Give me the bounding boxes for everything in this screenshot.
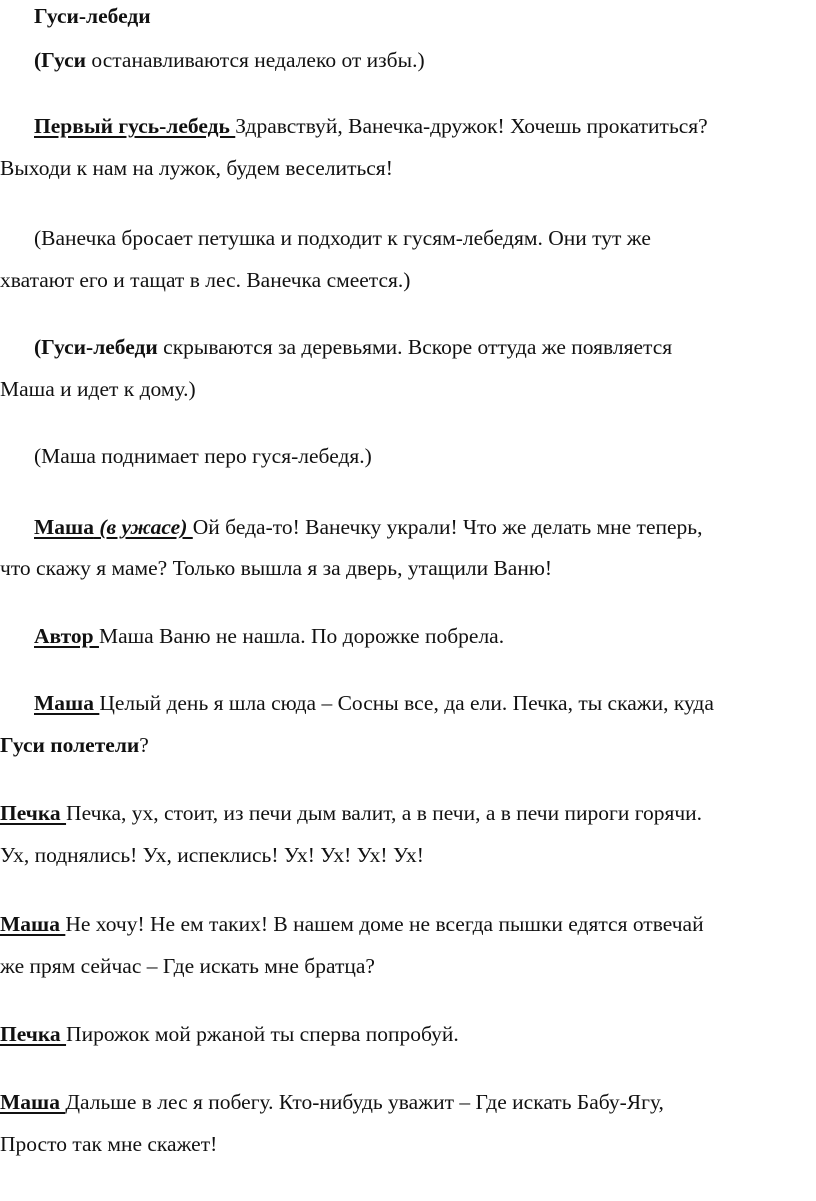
dialogue-line [34, 693, 714, 715]
dialogue-bold-text: Гуси полетели [0, 733, 140, 757]
speaker-remark: (в ужасе) [93, 515, 193, 539]
dialogue-text: Целый день я шла сюда – Сосны все, да ели. Печка, ты скажи, куда [99, 691, 714, 715]
speaker-label: Автор [34, 624, 99, 648]
speaker-label: Маша [0, 912, 66, 936]
speaker-label: Печка [0, 801, 67, 825]
dialogue-text: Выходи к нам на лужок, будем веселиться! [0, 156, 393, 180]
speaker-label: Маша [34, 515, 94, 539]
stage-direction-text: (Ванечка бросает петушка и подходит к гусям-лебедям. Они тут же [34, 226, 651, 250]
dialogue-text [0, 735, 149, 757]
speaker-label: Маша [0, 1090, 66, 1114]
dialogue-line [34, 626, 504, 648]
dialogue-text: Печка, ух, стоит, из печи дым валит, а в печи, а в печи пироги горячи. [66, 801, 703, 825]
document-title: Гуси-лебеди [34, 4, 151, 28]
dialogue-text: Здравствуй, Ванечка-дружок! Хочешь прокатиться? [235, 114, 708, 138]
dialogue-line [0, 1024, 459, 1046]
dialogue-text: Дальше в лес я побегу. Кто-нибудь уважит – Где искать Бабу-Ягу, [65, 1090, 664, 1114]
dialogue-text-end: ? [139, 733, 149, 757]
speaker-label: Первый гусь-лебедь [34, 114, 236, 138]
dialogue-text: Ой беда-то! Ванечку украли! Что же делать мне теперь, [192, 515, 703, 539]
stage-direction-1 [34, 50, 425, 72]
dialogue-text: Ух, поднялись! Ух, испеклись! Ух! Ух! Ух! Ух! [0, 843, 424, 867]
dialogue-line [0, 1092, 664, 1114]
dialogue-line [34, 116, 708, 138]
dialogue-text: Маша Ваню не нашла. По дорожке побрела. [98, 624, 505, 648]
dialogue-line [0, 803, 702, 825]
stage-direction-text: (Маша поднимает перо гуся-лебедя.) [34, 444, 372, 468]
dialogue-text: Пирожок мой ржаной ты сперва попробуй. [66, 1022, 459, 1046]
dialogue-text: Не хочу! Не ем таких! В нашем доме не всегда пышки едятся отвечай [65, 912, 704, 936]
stage-direction-text: Маша и идет к дому.) [0, 377, 196, 401]
stage-direction-text: останавливаются недалеко от избы.) [86, 48, 425, 72]
dialogue-line [34, 517, 702, 539]
dialogue-text: что скажу я маме? Только вышла я за дверь, утащили Ваню! [0, 556, 553, 580]
stage-direction-text: хватают его и тащат в лес. Ванечка смеется.) [0, 268, 411, 292]
dialogue-line [0, 914, 704, 936]
dialogue-text: же прям сейчас – Где искать мне братца? [0, 954, 375, 978]
speaker-label: Печка [0, 1022, 67, 1046]
dialogue-text: Просто так мне скажет! [0, 1132, 218, 1156]
stage-direction-bold: (Гуси [34, 48, 87, 72]
stage-direction-bold: (Гуси-лебеди [34, 335, 158, 359]
stage-direction-text: скрываются за деревьями. Вскоре оттуда же появляется [157, 335, 673, 359]
stage-direction-4 [34, 337, 672, 359]
speaker-label: Маша [34, 691, 100, 715]
